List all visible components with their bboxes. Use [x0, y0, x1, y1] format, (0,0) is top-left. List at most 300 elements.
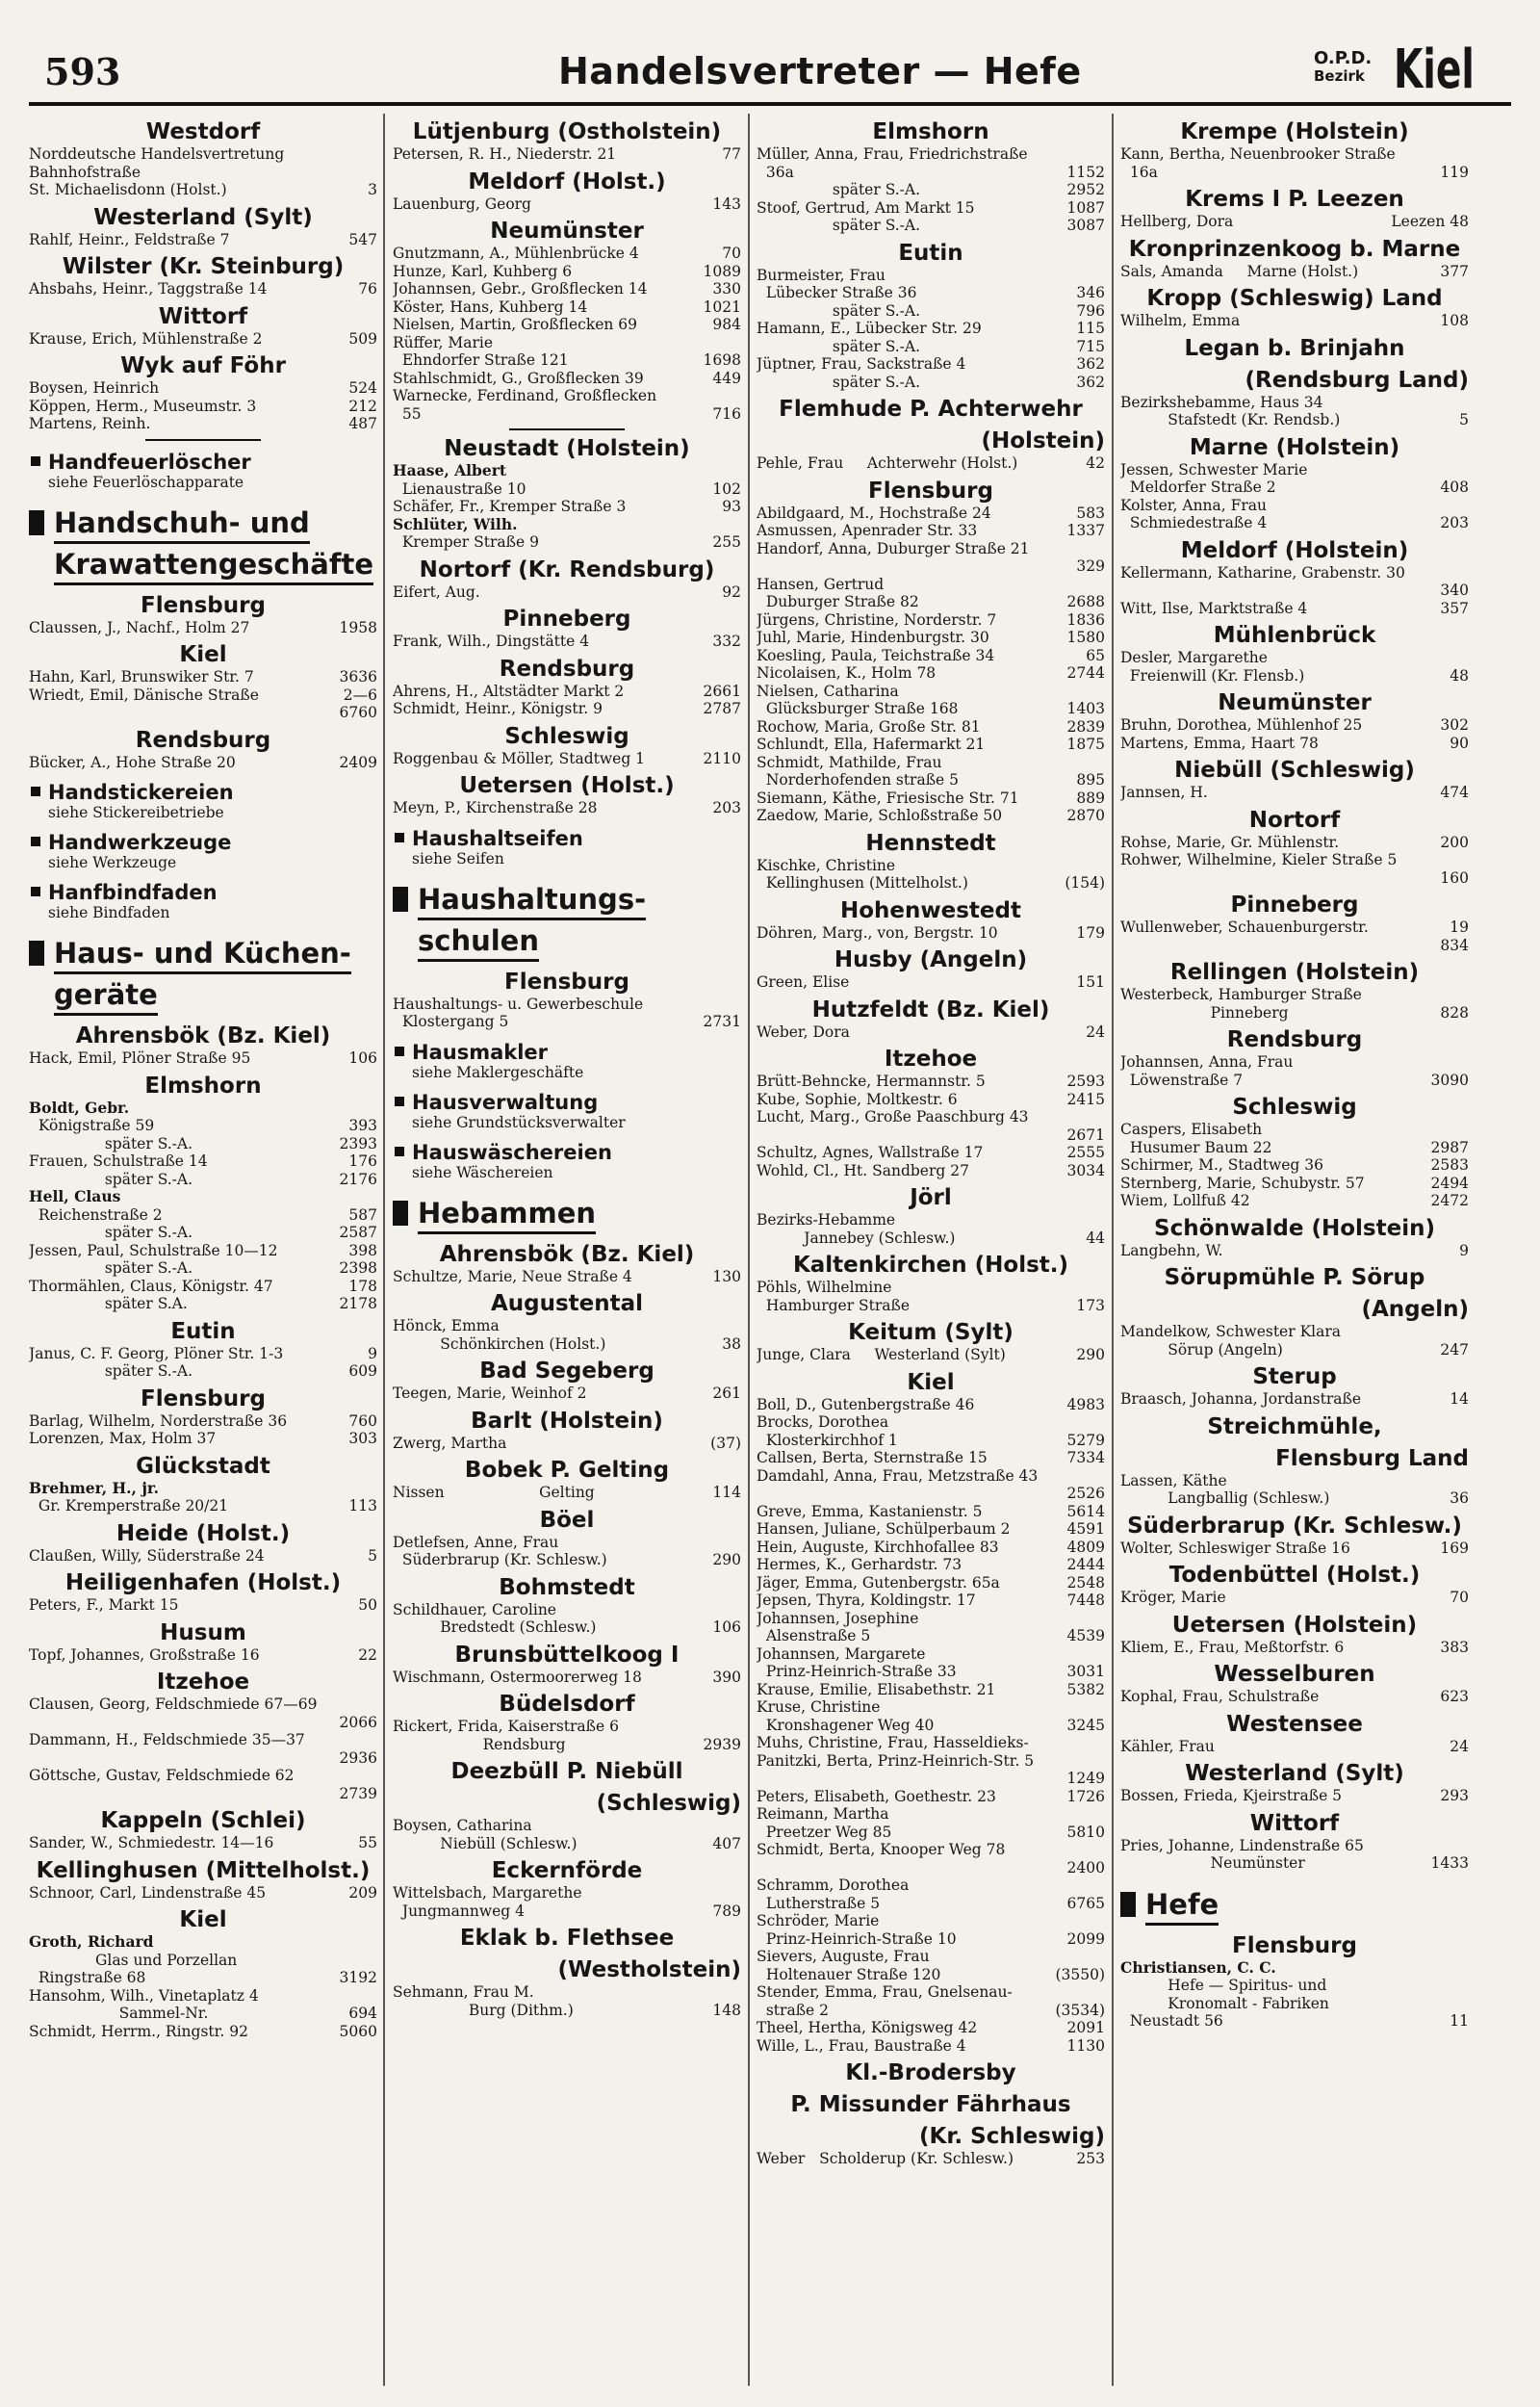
listing-entry	[393, 633, 741, 651]
listing-entry	[757, 754, 1105, 772]
entry-phone: 2400	[1066, 1858, 1105, 1876]
entry-name: Reichenstraße 2	[29, 1205, 163, 1224]
category-title-line: Haus- und Küchen-	[54, 935, 351, 974]
entry-name: Hönck, Emma	[393, 1317, 500, 1334]
listing-entry	[757, 1556, 1105, 1574]
listing-entry	[393, 498, 741, 516]
entry-phone: 247	[1440, 1340, 1469, 1359]
entry-name: 36a	[757, 163, 794, 181]
section-text	[412, 1041, 583, 1081]
entry-phone: 143	[712, 194, 741, 213]
entry-phone: 4983	[1066, 1395, 1105, 1413]
section-title: Handstickereien	[48, 781, 234, 804]
section-reference: siehe Feuerlöschapparate	[48, 473, 244, 491]
listing-entry	[757, 973, 1105, 992]
listing-entry	[757, 576, 1105, 594]
town-heading: Krempe (Holstein)	[1180, 119, 1409, 144]
entry-phone: 2091	[1066, 2019, 1105, 2036]
bullet-square-icon	[31, 837, 40, 846]
category-heading	[393, 1195, 741, 1236]
listing-entry	[29, 1646, 377, 1665]
entry-name: Green, Elise	[757, 973, 850, 991]
column-1	[29, 114, 377, 2386]
entry-name: Schmidt, Heinr., Königstr. 9	[393, 700, 603, 717]
listing-entry	[1120, 1175, 1469, 1193]
entry-name: Panitzki, Berta, Prinz-Heinrich-Str. 5	[757, 1751, 1035, 1770]
entry-name: Claußen, Willy, Süderstraße 24	[29, 1546, 265, 1565]
entry-name: Norddeutsche Handelsvertretung	[29, 145, 285, 163]
listing-entry	[757, 1229, 1105, 1248]
section-heading	[29, 781, 377, 821]
listing-entry	[393, 1317, 741, 1335]
entry-name: Sammel-Nr.	[29, 2005, 209, 2022]
listing-entry	[757, 664, 1105, 683]
entry-name: Wischmann, Ostermoorerweg 18	[393, 1668, 642, 1686]
entry-name: Niebüll (Schlesw.)	[393, 1834, 578, 1852]
town-heading: Sterup	[1252, 1364, 1337, 1389]
listing-entry	[757, 2037, 1105, 2056]
entry-name: Müller, Anna, Frau, Friedrichstraße	[757, 145, 1028, 163]
listing-entry	[29, 686, 377, 705]
section-text	[48, 781, 234, 821]
listing-entry	[1120, 1639, 1469, 1657]
entry-phone: 789	[712, 1902, 741, 1920]
entry-name: Johannsen, Margarete	[757, 1644, 926, 1663]
entry-phone: 7334	[1066, 1449, 1105, 1466]
entry-name: Hunze, Karl, Kuhberg 6	[393, 262, 573, 280]
town-heading: Kellinghusen (Mittelholst.)	[36, 1857, 371, 1883]
entry-name: Wittelsbach, Margarethe	[393, 1884, 582, 1902]
listing-entry	[1120, 600, 1469, 618]
listing-entry	[1120, 1053, 1469, 1072]
listing-entry	[757, 1413, 1105, 1432]
entry-name: Petersen, R. H., Niederstr. 21	[393, 145, 617, 163]
listing-entry	[393, 1884, 741, 1902]
section-text	[412, 1091, 626, 1131]
listing-entry	[29, 1206, 377, 1225]
listing-entry	[1120, 1489, 1469, 1508]
town-heading: Kiel	[179, 642, 227, 667]
entry-phone: 1087	[1066, 198, 1105, 217]
town-heading: Flensburg Land	[1275, 1445, 1469, 1471]
entry-phone: 509	[348, 329, 377, 348]
town-heading: Heide (Holst.)	[116, 1520, 291, 1546]
entry-phone: 1249	[1066, 1770, 1105, 1787]
entry-phone: 2178	[339, 1295, 377, 1312]
listing-entry	[29, 1547, 377, 1566]
entry-phone: 65	[1086, 646, 1105, 664]
entry-phone: 2688	[1066, 593, 1105, 610]
listing-entry	[393, 1385, 741, 1403]
entry-name: Bücker, A., Hohe Straße 20	[29, 753, 236, 771]
listing-entry	[1120, 164, 1469, 182]
listing-entry	[393, 1983, 741, 2002]
entry-phone: 179	[1076, 923, 1105, 942]
entry-name: Gr. Kremperstraße 20/21	[29, 1497, 229, 1514]
town-heading: Eutin	[170, 1318, 236, 1344]
category-heading	[393, 881, 741, 964]
category-title-line: geräte	[54, 976, 158, 1016]
listing-entry	[757, 540, 1105, 558]
entry-phone: 2409	[339, 753, 377, 771]
entry-name: Groth, Richard	[29, 1933, 154, 1951]
town-heading: Schleswig	[1232, 1095, 1357, 1120]
listing-entry	[1120, 213, 1469, 231]
entry-name: Frauen, Schulstraße 14	[29, 1152, 208, 1170]
town-heading: Westensee	[1226, 1711, 1363, 1737]
listing-entry	[757, 1824, 1105, 1842]
page-header	[0, 0, 1540, 120]
entry-name: später S.-A.	[29, 1259, 193, 1277]
entry-phone: 19	[1450, 919, 1469, 936]
entry-phone: 42	[1086, 454, 1105, 472]
listing-entry	[29, 1969, 377, 1987]
listing-entry	[757, 1023, 1105, 1042]
entry-phone: (3534)	[1055, 2001, 1105, 2019]
bullet-square-icon	[395, 1047, 404, 1056]
listing-entry	[757, 267, 1105, 285]
entry-name: Norderhofenden straße 5	[757, 771, 960, 789]
entry-name: Mandelkow, Schwester Klara	[1120, 1323, 1341, 1340]
town-heading: Flemhude P. Achterwehr	[779, 397, 1083, 422]
entry-phone: 587	[348, 1205, 377, 1224]
section-heading	[29, 451, 377, 491]
listing-entry	[29, 398, 377, 416]
town-heading: Flensburg	[868, 478, 993, 504]
entry-phone: 1875	[1066, 736, 1105, 753]
listing-entry	[1120, 1323, 1469, 1341]
entry-name: später S.-A.	[757, 337, 921, 355]
column-4	[1120, 114, 1469, 2386]
entry-name: Johannsen, Gebr., Großflecken 14	[393, 280, 648, 298]
entry-name: Nielsen, Catharina	[757, 682, 899, 700]
entry-phone: 50	[358, 1596, 377, 1614]
entry-phone: 4809	[1066, 1538, 1105, 1556]
listing-entry	[393, 280, 741, 298]
listing-entry	[1120, 1977, 1469, 1995]
listing-entry	[757, 1449, 1105, 1467]
entry-name: Barlag, Wilhelm, Norderstraße 36	[29, 1411, 288, 1430]
entry-name: Martens, Emma, Haart 78	[1120, 734, 1319, 752]
page-title: Handelsvertreter — Hefe	[558, 50, 1082, 92]
entry-phone: 346	[1076, 284, 1105, 301]
listing-entry	[393, 996, 741, 1014]
town-heading: Eutin	[898, 240, 963, 266]
entry-phone: 2472	[1430, 1192, 1469, 1209]
listing-entry	[757, 1841, 1105, 1859]
entry-phone: 148	[712, 2001, 741, 2019]
entry-name: Siemann, Käthe, Friesische Str. 71	[757, 789, 1019, 807]
listing-entry	[1120, 394, 1469, 412]
entry-name: Desler, Margarethe	[1120, 649, 1268, 666]
entry-name: Witt, Ilse, Marktstraße 4	[1120, 599, 1308, 617]
listing-entry	[1120, 1738, 1469, 1756]
category-title	[54, 935, 351, 1018]
entry-name: Hansohm, Wilh., Vinetaplatz 4	[29, 1986, 259, 2005]
entry-name: später S.-A.	[29, 1170, 193, 1188]
entry-name: Alsenstraße 5	[757, 1627, 871, 1644]
category-title-line: Handschuh- und	[54, 505, 310, 544]
entry-phone: 2870	[1066, 807, 1105, 824]
entry-phone: 796	[1076, 301, 1105, 320]
town-heading: Uetersen (Holst.)	[459, 773, 675, 798]
entry-phone: 70	[1450, 1589, 1469, 1606]
listing-entry	[393, 370, 741, 388]
listing-entry	[757, 1211, 1105, 1229]
listing-entry	[1120, 1787, 1469, 1805]
town-heading: Eklak b. Flethsee	[459, 1926, 675, 1951]
column-divider	[748, 114, 750, 2386]
listing-entry	[757, 1396, 1105, 1414]
entry-phone: 408	[1440, 479, 1469, 496]
entry-name: Sehmann, Frau M.	[393, 1983, 534, 2001]
entry-name: Schmidt, Mathilde, Frau	[757, 753, 942, 771]
listing-entry	[29, 1345, 377, 1363]
entry-phone: 547	[348, 230, 377, 248]
section-text	[48, 881, 218, 921]
listing-entry	[29, 1278, 377, 1296]
listing-entry	[1120, 564, 1469, 582]
listing-entry	[757, 1681, 1105, 1699]
listing-entry	[29, 231, 377, 249]
listing-entry	[1120, 1192, 1469, 1210]
entry-name: Jepsen, Thyra, Koldingstr. 17	[757, 1592, 976, 1609]
entry-name: Teegen, Marie, Weinhof 2	[393, 1385, 587, 1402]
town-heading: Uetersen (Holstein)	[1171, 1612, 1418, 1638]
listing-entry	[29, 1171, 377, 1189]
town-heading: Hennstedt	[865, 830, 996, 856]
town-heading: Todenbüttel (Holst.)	[1168, 1563, 1421, 1588]
entry-phone: 2731	[703, 1013, 741, 1030]
entry-phone: 828	[1440, 1003, 1469, 1022]
entry-name: Zwerg, Martha	[393, 1434, 507, 1452]
entry-name: Kremper Straße 9	[393, 533, 539, 551]
listing-entry	[29, 1731, 377, 1749]
entry-name: Hack, Emil, Plöner Straße 95	[29, 1049, 251, 1067]
listing-entry	[1120, 851, 1469, 869]
listing-entry	[1120, 716, 1469, 735]
listing-entry	[1120, 145, 1469, 164]
listing-entry	[29, 330, 377, 349]
section-reference: siehe Werkzeuge	[48, 854, 177, 871]
entry-phone: 609	[348, 1362, 377, 1380]
entry-name: Freienwill (Kr. Flensb.)	[1120, 666, 1305, 685]
listing-entry	[29, 1714, 377, 1732]
listing-entry	[393, 263, 741, 281]
entry-phone: 984	[712, 316, 741, 333]
category-title-line: Hefe	[1145, 1886, 1219, 1926]
entry-name: Lucht, Marg., Große Paaschburg 43	[757, 1108, 1029, 1126]
entry-name: Neumünster	[1120, 1854, 1305, 1872]
entry-name: Haushaltungs- u. Gewerbeschule	[393, 995, 644, 1013]
town-heading: (Angeln)	[1361, 1297, 1469, 1322]
town-heading: Bobek P. Gelting	[464, 1458, 670, 1483]
entry-name: Reimann, Martha	[757, 1805, 889, 1823]
category-title	[1145, 1886, 1219, 1928]
town-heading: Schönwalde (Holstein)	[1154, 1215, 1435, 1241]
entry-name: Löwenstraße 7	[1120, 1071, 1244, 1089]
entry-name: Rohwer, Wilhelmine, Kieler Straße 5	[1120, 851, 1398, 868]
entry-name: Hein, Auguste, Kirchhofallee 83	[757, 1538, 999, 1556]
listing-entry	[757, 1645, 1105, 1664]
entry-name: Rohse, Marie, Gr. Mühlenstr.	[1120, 833, 1340, 851]
town-heading: Jörl	[910, 1185, 952, 1210]
town-heading: Legan b. Brinjahn	[1184, 335, 1405, 361]
listing-entry	[29, 1952, 377, 1970]
listing-entry	[757, 320, 1105, 338]
listing-entry	[29, 1049, 377, 1068]
listing-entry	[393, 316, 741, 334]
entry-name: Warnecke, Ferdinand, Großflecken	[393, 387, 657, 404]
entry-phone: 362	[1076, 355, 1105, 373]
bullet-square-icon	[395, 1097, 404, 1106]
opd-label: O.P.D.	[1314, 48, 1373, 68]
entry-phone: 2839	[1066, 717, 1105, 736]
listing-entry	[757, 1432, 1105, 1450]
entry-name: später S.-A.	[29, 1134, 193, 1152]
entry-name: Junge, Clara Westerland (Sylt)	[757, 1346, 1006, 1363]
entry-phone: 2661	[703, 682, 741, 700]
entry-name: Detlefsen, Anne, Frau	[393, 1533, 559, 1551]
entry-phone: 1726	[1066, 1787, 1105, 1805]
listing-entry	[393, 334, 741, 352]
entry-name: Preetzer Weg 85	[757, 1823, 892, 1841]
entry-phone: 1580	[1066, 629, 1105, 646]
entry-name: Sternberg, Marie, Schubystr. 57	[1120, 1174, 1365, 1192]
entry-name: Nielsen, Martin, Großflecken 69	[393, 316, 638, 333]
entry-phone: 3034	[1066, 1161, 1105, 1179]
listing-entry	[393, 480, 741, 499]
entry-name: Kähler, Frau	[1120, 1737, 1215, 1755]
entry-name: Kischke, Christine	[757, 856, 896, 874]
entry-name: Thormählen, Claus, Königstr. 47	[29, 1277, 273, 1295]
entry-name: Schröder, Marie	[757, 1912, 880, 1929]
listing-entry	[757, 807, 1105, 825]
listing-entry	[29, 2023, 377, 2041]
entry-name: Stafstedt (Kr. Rendsb.)	[1120, 411, 1341, 428]
entry-name: Boldt, Gebr.	[29, 1099, 130, 1117]
listing-entry	[757, 789, 1105, 808]
entry-name: Schäfer, Fr., Kremper Straße 3	[393, 498, 627, 515]
listing-entry	[393, 1534, 741, 1552]
listing-entry	[29, 415, 377, 433]
town-heading: Marne (Holstein)	[1189, 434, 1400, 460]
entry-name: Klostergang 5	[393, 1013, 509, 1030]
entry-phone: 895	[1076, 771, 1105, 789]
listing-entry	[393, 533, 741, 552]
town-heading: (Rendsburg Land)	[1245, 367, 1469, 393]
entry-name: Krause, Erich, Mühlenstraße 2	[29, 329, 263, 348]
listing-entry	[393, 683, 741, 701]
listing-entry	[757, 145, 1105, 164]
listing-entry	[1120, 1540, 1469, 1558]
listing-entry	[29, 181, 377, 199]
entry-phone: 1152	[1066, 163, 1105, 181]
entry-name: Jannsen, H.	[1120, 784, 1208, 801]
entry-phone: 160	[1440, 868, 1469, 887]
entry-phone: 70	[722, 245, 741, 262]
listing-entry	[1120, 1004, 1469, 1022]
entry-name: Brütt-Behncke, Hermannstr. 5	[757, 1073, 986, 1090]
entry-name: Boysen, Catharina	[393, 1817, 532, 1834]
entry-name: Husumer Baum 22	[1120, 1138, 1272, 1156]
listing-entry	[757, 1467, 1105, 1486]
entry-name: Wille, L., Frau, Baustraße 4	[757, 2036, 966, 2055]
bullet-square-icon	[31, 787, 40, 796]
category-heading	[1120, 1886, 1469, 1928]
listing-entry	[1120, 834, 1469, 852]
town-heading: Ahrensbök (Bz. Kiel)	[439, 1241, 695, 1267]
listing-entry	[29, 1480, 377, 1498]
listing-entry	[29, 1362, 377, 1381]
listing-entry	[29, 1785, 377, 1803]
entry-phone: 24	[1450, 1737, 1469, 1755]
listing-entry	[1120, 1072, 1469, 1090]
listing-entry	[757, 874, 1105, 893]
entry-name: später S.-A.	[757, 301, 921, 320]
town-heading: Böel	[539, 1507, 595, 1533]
listing-entry	[757, 1983, 1105, 2002]
entry-name: Klosterkirchhof 1	[757, 1431, 898, 1449]
district-label	[1314, 50, 1372, 85]
listing-entry	[29, 1259, 377, 1278]
entry-phone: 253	[1076, 2150, 1105, 2167]
entry-phone: 173	[1076, 1296, 1105, 1314]
listing-entry	[393, 1718, 741, 1736]
town-heading: Flensburg	[141, 592, 266, 618]
section-reference: siehe Bindfaden	[48, 904, 170, 921]
entry-phone: (154)	[1065, 874, 1105, 892]
entry-name: Schmidt, Herrm., Ringstr. 92	[29, 2022, 248, 2040]
town-heading: Kiel	[907, 1369, 955, 1395]
entry-phone: 3636	[339, 668, 377, 686]
entry-phone: 44	[1086, 1229, 1105, 1247]
listing-entry	[1120, 937, 1469, 955]
listing-entry	[757, 557, 1105, 576]
entry-phone: 115	[1076, 320, 1105, 337]
section-heading	[29, 881, 377, 921]
entry-name: Bezirks-Hebamme	[757, 1211, 896, 1229]
entry-name: Rickert, Frida, Kaiserstraße 6	[393, 1718, 619, 1735]
section-reference: siehe Maklergeschäfte	[412, 1063, 584, 1081]
listing-entry	[1120, 784, 1469, 802]
listing-entry	[757, 181, 1105, 199]
bullet-square-icon	[29, 941, 44, 966]
entry-phone: 24	[1086, 1022, 1105, 1041]
listing-entry	[29, 1242, 377, 1260]
entry-phone: 106	[348, 1049, 377, 1067]
town-heading: Flensburg	[1232, 1932, 1357, 1958]
entry-name: Jannebey (Schlesw.)	[757, 1229, 956, 1247]
town-heading: (Kr. Schleswig)	[919, 2124, 1105, 2149]
entry-phone: 77	[722, 145, 741, 163]
entry-name: Jürgens, Christine, Norderstr. 7	[757, 610, 997, 629]
listing-entry	[757, 2002, 1105, 2020]
listing-entry	[29, 1100, 377, 1118]
entry-name: Stoof, Gertrud, Am Markt 15	[757, 198, 975, 217]
entry-phone: 2066	[339, 1713, 377, 1731]
entry-phone: 5060	[339, 2022, 377, 2040]
entry-name: Lorenzen, Max, Holm 37	[29, 1430, 217, 1447]
entry-name: Köster, Hans, Kuhberg 14	[393, 298, 588, 316]
listing-entry	[757, 1930, 1105, 1949]
listing-entry	[757, 1876, 1105, 1895]
section-title: Haushaltseifen	[412, 826, 583, 850]
listing-entry	[29, 754, 377, 772]
section-heading	[393, 1041, 741, 1081]
entry-phone: 2—6	[343, 686, 377, 704]
listing-entry	[393, 700, 741, 718]
